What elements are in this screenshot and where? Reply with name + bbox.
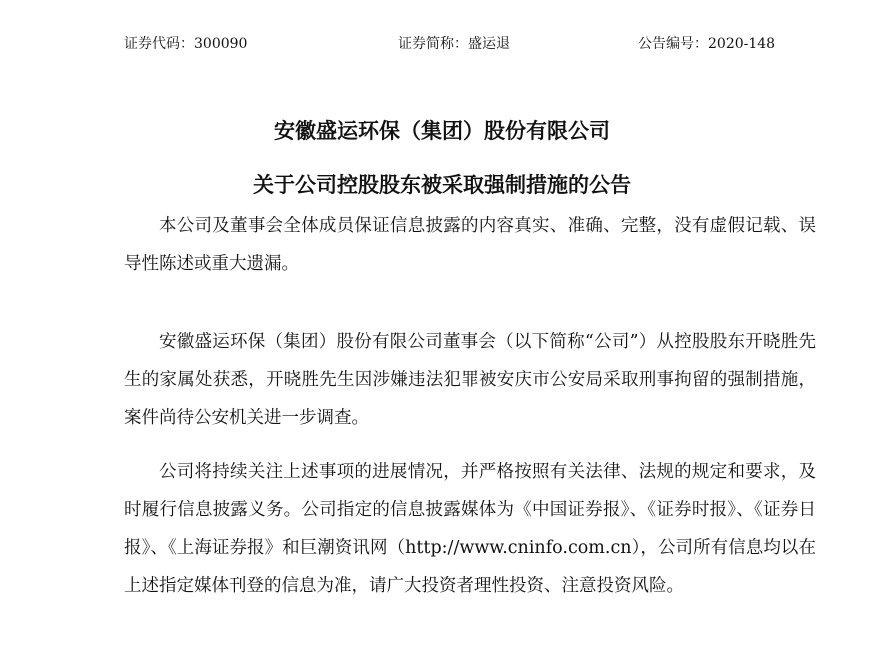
company-name: 安徽盛运环保（集团）股份有限公司 [274,119,610,143]
stock-name: 证券简称：盛运退 [398,36,510,52]
announcement-title: 关于公司控股股东被采取强制措施的公告 [253,173,631,197]
body-paragraph-2: 公司将持续关注上述事项的进展情况，并严格按照有关法律、法规的规定和要求，及时履行信息披露义务。公司指定的信息披露媒体为《中国证券报》、《证券时报》、《证券日报》、《上海证券报》和巨潮资讯网（http://www.cninfo.com.cn），公司所有信息均以在上述指定媒体刊登的信息为准，请广大投资者理性投资、注意投资风险。 [124,462,816,596]
body-paragraph-1: 安徽盛运环保（集团）股份有限公司董事会（以下简称“公司”）从控股股东开晓胜先生的家属处获悉，开晓胜先生因涉嫌违法犯罪被安庆市公安局采取刑事拘留的强制措施，案件尚待公安机关进一步调查。 [124,332,816,428]
notice-number: 公告编号：2020-148 [638,36,776,52]
disclaimer-paragraph: 本公司及董事会全体成员保证信息披露的内容真实、准确、完整，没有虚假记载、误导性陈述或重大遗漏。 [124,216,816,274]
stock-code: 证券代码：300090 [124,36,248,52]
